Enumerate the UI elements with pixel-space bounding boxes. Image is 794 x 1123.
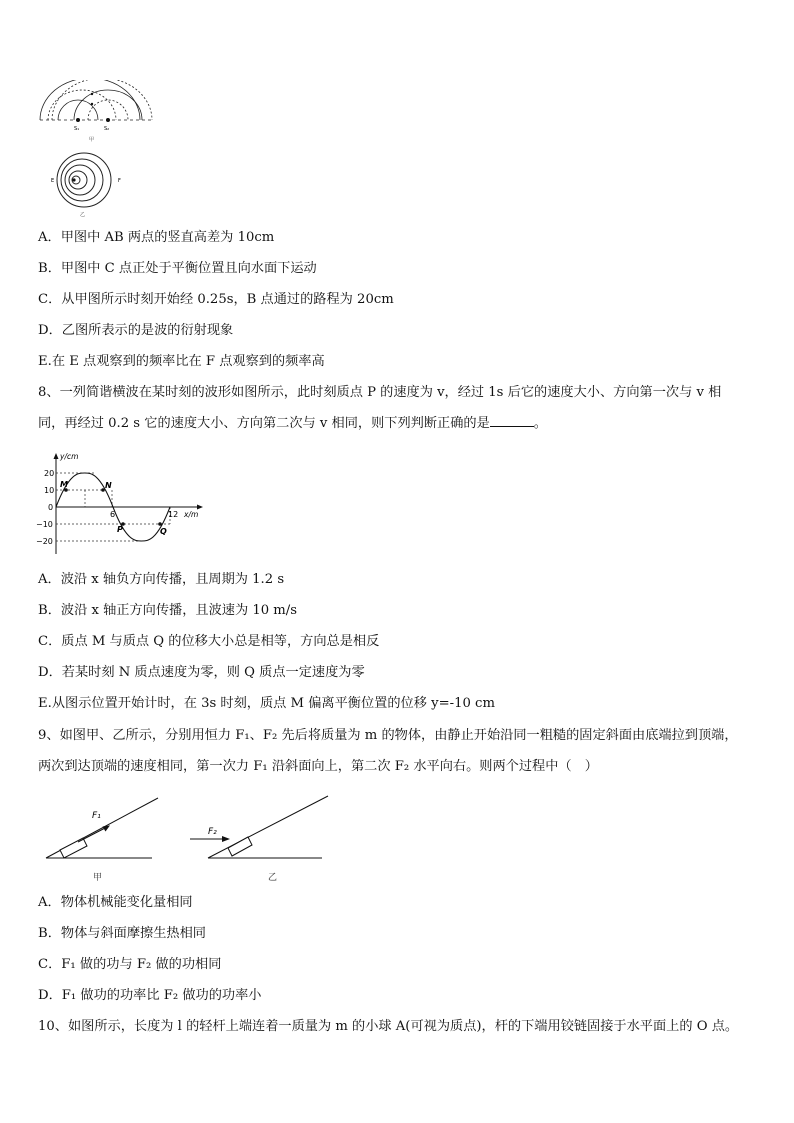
q7-option-a: A．甲图中 AB 两点的竖直高差为 10cm: [38, 230, 275, 245]
y-axis-arrow: [54, 453, 59, 459]
q8-stem-line2: [38, 414, 774, 434]
q7-option-e: E.在 E 点观察到的频率比在 F 点观察到的频率高: [38, 354, 325, 369]
wave-graph: [36, 450, 206, 556]
incline-left: [46, 798, 158, 883]
s1-label: S₁: [74, 126, 80, 132]
q9-option-a: A．物体机械能变化量相同: [38, 895, 193, 910]
q9-stem-line2: 两次到达顶端的速度相同，第一次力 F₁ 沿斜面向上，第二次 F₂ 水平向右。则两个过程中（ ）: [38, 759, 598, 774]
q8-stem-end: 。: [533, 416, 547, 431]
q8-option-e: E.从图示位置开始计时，在 3s 时刻，质点 M 偏离平衡位置的位移 y=-10 cm: [38, 696, 495, 711]
y-axis-label: y/cm: [60, 452, 79, 461]
interference-caption: 甲: [89, 137, 95, 143]
s2-label: S₂: [104, 126, 110, 132]
concentric-caption: 乙: [80, 212, 86, 218]
q8-option-c: C．质点 M 与质点 Q 的位移大小总是相等，方向总是相反: [38, 634, 380, 649]
q8-option-b: B．波沿 x 轴正方向传播，且波速为 10 m/s: [38, 603, 298, 618]
answer-blank: [490, 414, 534, 427]
point-q-marker: [158, 522, 162, 526]
point-p-label: P: [117, 525, 123, 534]
y-tick-minus-20: −20: [36, 537, 53, 546]
y-tick-0: 0: [48, 503, 54, 512]
q9-stem-line1: 9、如图甲、乙所示，分别用恒力 F₁、F₂ 先后将质量为 m 的物体，由静止开始沿同一粗糙的固定斜面由底端拉到顶端，: [38, 728, 738, 743]
q8-stem-line1: 8、一列简谐横波在某时刻的波形如图所示，此时刻质点 P 的速度为 v，经过 1s 后它的速度大小、方向第一次与 v 相: [38, 385, 722, 400]
point-n-label: N: [105, 481, 112, 490]
x-axis-label: x/m: [184, 510, 199, 519]
f2-label: F₂: [208, 827, 217, 837]
x-tick-6: 6: [110, 510, 116, 519]
point-m-label: M: [60, 480, 68, 489]
point-q-label: Q: [160, 527, 167, 536]
y-tick-20: 20: [44, 469, 55, 478]
q8-option-a: A．波沿 x 轴负方向传播，且周期为 1.2 s: [38, 572, 285, 587]
q7-option-c: C．从甲图所示时刻开始经 0.25s，B 点通过的路程为 20cm: [38, 292, 394, 307]
x-axis-arrow: [197, 505, 203, 510]
q9-option-d: D．F₁ 做功的功率比 F₂ 做功的功率小: [38, 988, 262, 1003]
q7-option-b: B．甲图中 C 点正处于平衡位置且向水面下运动: [38, 261, 317, 276]
q9-option-c: C．F₁ 做的功与 F₂ 做的功相同: [38, 957, 222, 972]
q8-stem-line2-text: 同，再经过 0.2 s 它的速度大小、方向第二次与 v 相同，则下列判断正确的是: [38, 416, 490, 431]
f1-label: F₁: [92, 811, 101, 821]
incline-left-caption: 甲: [93, 873, 103, 883]
concentric-waves-figure: [50, 150, 130, 220]
incline-figures: [40, 790, 340, 886]
point-e-label: E: [51, 178, 55, 184]
q10-stem-line1: 10、如图所示，长度为 l 的轻杆上端连着一质量为 m 的小球 A(可视为质点)，杆的下端用铰链固接于水平面上的 O 点。: [38, 1019, 739, 1034]
x-tick-12: 12: [168, 510, 179, 519]
q7-option-d: D．乙图所表示的是波的衍射现象: [38, 323, 234, 338]
incline-right-caption: 乙: [268, 873, 278, 883]
point-f-label: F: [118, 178, 121, 184]
q8-option-d: D．若某时刻 N 质点速度为零，则 Q 质点一定速度为零: [38, 665, 365, 680]
q9-option-b: B．物体与斜面摩擦生热相同: [38, 926, 206, 941]
y-tick-10: 10: [44, 486, 55, 495]
y-tick-minus-10: −10: [36, 520, 53, 529]
incline-right: [190, 796, 328, 883]
interference-figure: [36, 80, 154, 146]
